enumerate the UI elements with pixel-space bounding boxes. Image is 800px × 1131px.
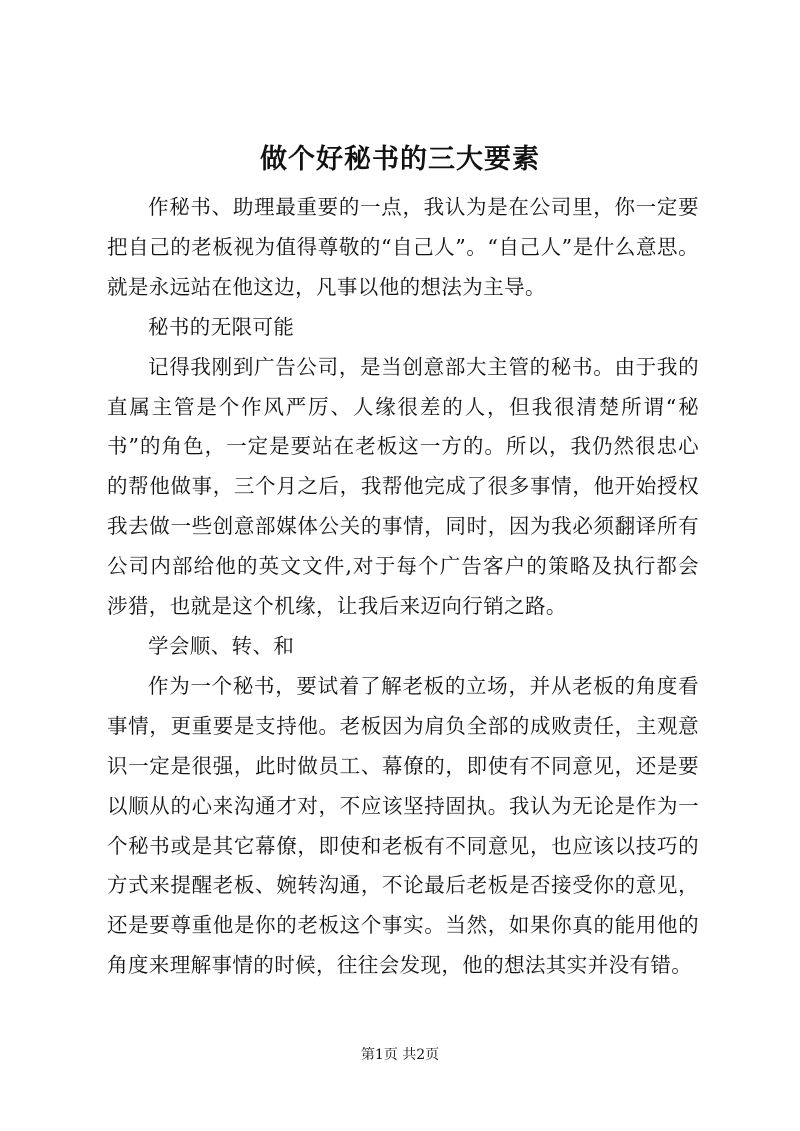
section-heading: 学会顺、转、和 <box>148 633 295 658</box>
paragraph: 作为一个秘书，要试着了解老板的立场，并从老板的角度看事情，更重要是支持他。老板因为肩负全部的成败责任，主观意识一定是很强，此时做员工、幕僚的，即使有不同意见，还是要以顺从的心来沟通才对，不应该坚持固执。我认为无论是作为一个秘书或是其它幕僚，即使和老板有不同意见，也应该以技巧的方式来提醒老板、婉转沟通，不论最后老板是否接受你的意见，还是要尊重他是你的老板这个事实。当然，如果你真的能用他的角度来理解事情的时候，往往会发现，他的想法其实并没有错。 <box>107 673 699 978</box>
document-body <box>107 188 699 986</box>
section-heading: 秘书的无限可能 <box>148 314 295 339</box>
paragraph: 作秘书、助理最重要的一点，我认为是在公司里，你一定要把自己的老板视为值得尊敬的“自己人”。“自己人”是什么意思。就是永远站在他这边，凡事以他的想法为主导。 <box>107 195 699 299</box>
page-footer: 第1页 共2页 <box>360 1047 440 1063</box>
paragraph: 记得我刚到广告公司，是当创意部大主管的秘书。由于我的直属主管是个作风严厉、人缘很差的人，但我很清楚所谓“秘书”的角色，一定是要站在老板这一方的。所以，我仍然很忠心的帮他做事，三个月之后，我帮他完成了很多事情，他开始授权我去做一些创意部媒体公关的事情，同时，因为我必须翻译所有公司内部给他的英文文件,对于每个广告客户的策略及执行都会涉猎，也就是这个机缘，让我后来迈向行销之路。 <box>107 354 699 619</box>
document-title: 做个好秘书的三大要素 <box>260 144 540 175</box>
